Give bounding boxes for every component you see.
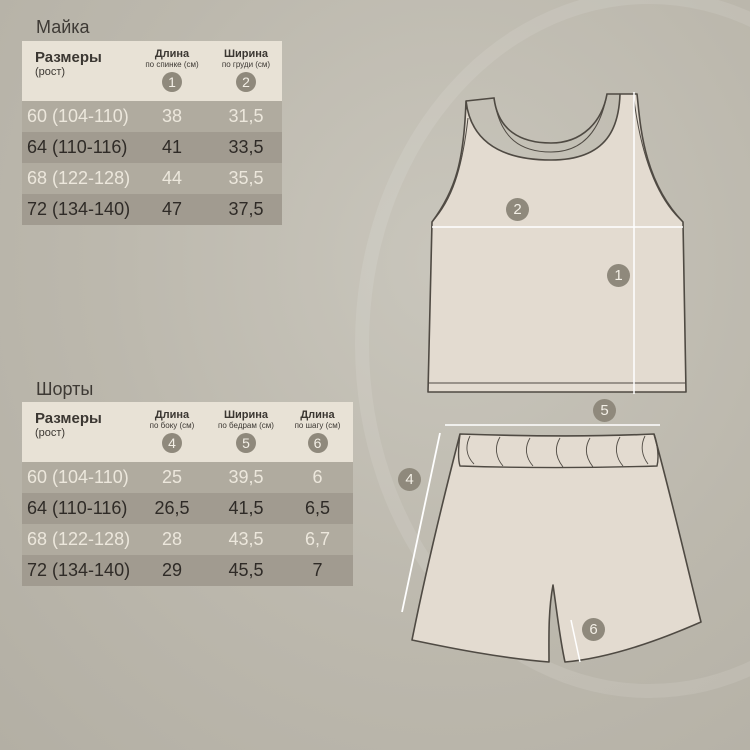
value-cell: 39,5 [210, 462, 282, 493]
column-title: Длина [154, 409, 190, 421]
value-cell: 6,7 [282, 524, 353, 555]
value-cell: 26,5 [134, 493, 210, 524]
column-title: Длина [154, 48, 190, 60]
size-cell: 72 (134-140) [22, 555, 134, 586]
value-cell: 31,5 [210, 101, 282, 132]
measure-marker-6: 6 [308, 433, 328, 453]
value-cell: 38 [134, 101, 210, 132]
size-cell: 64 (110-116) [22, 493, 134, 524]
size-header-label: Размеры [35, 49, 102, 66]
column-subtitle: по боку (см) [149, 421, 195, 430]
value-cell: 41 [134, 132, 210, 163]
size-header-sublabel: (рост) [35, 427, 66, 439]
value-cell: 41,5 [210, 493, 282, 524]
column-subtitle: по шагу (см) [294, 421, 341, 430]
measure-marker-1: 1 [162, 72, 182, 92]
size-cell: 68 (122-128) [22, 163, 134, 194]
tank-section-title: Майка [36, 17, 90, 37]
column-title: Ширина [223, 409, 269, 421]
value-cell: 33,5 [210, 132, 282, 163]
column-subtitle: по бедрам (см) [218, 421, 274, 430]
value-cell: 44 [134, 163, 210, 194]
value-cell: 29 [134, 555, 210, 586]
measure-marker-6-badge: 6 [582, 618, 605, 641]
column-title: Длина [300, 409, 335, 421]
value-cell: 7 [282, 555, 353, 586]
value-cell: 25 [134, 462, 210, 493]
measure-marker-5: 5 [236, 433, 256, 453]
column-title: Ширина [223, 48, 269, 60]
column-subtitle: по груди (см) [221, 60, 271, 69]
size-cell: 60 (104-110) [22, 462, 134, 493]
value-cell: 6,5 [282, 493, 353, 524]
shorts-section-title: Шорты [36, 379, 94, 399]
measure-marker-4-badge: 4 [398, 468, 421, 491]
measure-marker-4: 4 [162, 433, 182, 453]
value-cell: 28 [134, 524, 210, 555]
value-cell: 37,5 [210, 194, 282, 225]
size-cell: 60 (104-110) [22, 101, 134, 132]
value-cell: 6 [282, 462, 353, 493]
measure-marker-2-badge: 2 [506, 198, 529, 221]
value-cell: 43,5 [210, 524, 282, 555]
value-cell: 47 [134, 194, 210, 225]
value-cell: 45,5 [210, 555, 282, 586]
size-cell: 72 (134-140) [22, 194, 134, 225]
measure-marker-2: 2 [236, 72, 256, 92]
tank-top-drawing [428, 92, 686, 394]
size-header-sublabel: (рост) [35, 66, 66, 78]
size-cell: 64 (110-116) [22, 132, 134, 163]
shorts-drawing [402, 425, 701, 662]
measure-marker-1-badge: 1 [607, 264, 630, 287]
value-cell: 35,5 [210, 163, 282, 194]
size-header-label: Размеры [35, 410, 102, 427]
column-subtitle: по спинке (см) [145, 60, 199, 69]
size-cell: 68 (122-128) [22, 524, 134, 555]
measure-marker-5-badge: 5 [593, 399, 616, 422]
